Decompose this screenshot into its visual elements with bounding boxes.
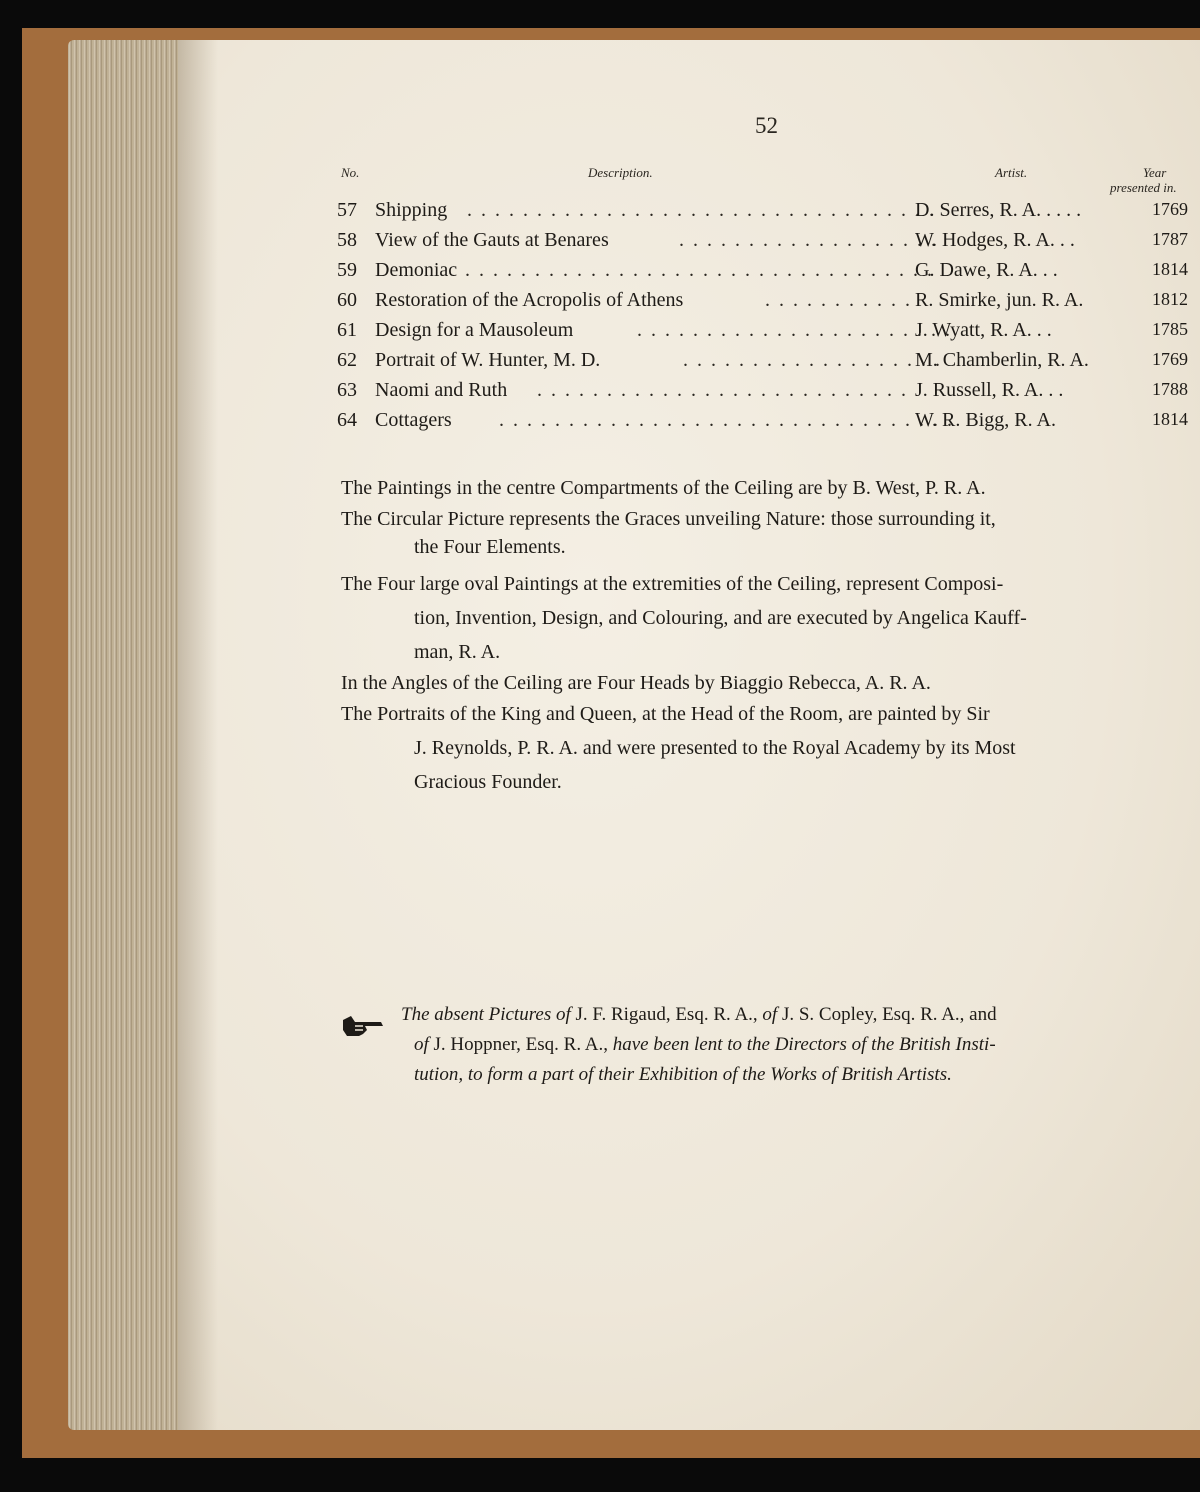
text-italic: tution, to form a part of their Exhibition of the Works of British Artists. xyxy=(414,1064,952,1085)
entry-description: View of the Gauts at Benares xyxy=(375,229,609,251)
page-number: 52 xyxy=(755,113,778,138)
text-line: The Four large oval Paintings at the extremities of the Ceiling, represent Composi- xyxy=(341,573,1004,595)
catalogue-entry xyxy=(337,229,1187,261)
leader-dots: . . . . . . . . . . . . . . . . . . . . . . . . . . . . . . . . . . xyxy=(467,199,936,221)
entry-year: 1785 xyxy=(1152,319,1188,339)
text-line: J. Reynolds, P. R. A. and were presented to the Royal Academy by its Most xyxy=(414,737,1016,759)
entry-description: Shipping xyxy=(375,199,448,221)
paragraph-ceiling-paintings xyxy=(341,471,1191,505)
catalogue-entry xyxy=(337,199,1187,231)
entry-description: Cottagers xyxy=(375,409,452,431)
leader-dots: . . . . . . . . . . . . . . . . . . . xyxy=(683,349,942,371)
text-roman: J. F. Rigaud, Esq. R. A., xyxy=(570,1004,763,1025)
entry-year: 1814 xyxy=(1152,259,1188,279)
entry-number: 64 xyxy=(337,409,357,431)
text-italic: of xyxy=(762,1004,778,1025)
entry-description: Demoniac xyxy=(375,259,458,281)
leader-dots: . . . . . . . . . . . . . . . . . . . xyxy=(679,229,938,251)
text-italic: have been lent to the Directors of the British Insti- xyxy=(612,1034,996,1055)
note-absent-pictures xyxy=(341,998,1191,1092)
entry-year: 1769 xyxy=(1152,349,1188,369)
paragraph-portraits xyxy=(341,697,1191,799)
entry-artist: J. Wyatt, R. A. . . xyxy=(915,319,1052,341)
page-gutter-shadow xyxy=(178,40,218,1430)
text-line xyxy=(341,1028,1191,1062)
catalogue-entry xyxy=(337,319,1187,351)
leader-dots: . . . . . . . . . . . . . . . . . . . . . . . xyxy=(637,319,952,341)
paragraph-angles xyxy=(341,666,1191,700)
text-line: In the Angles of the Ceiling are Four Heads by Biaggio Rebecca, A. R. A. xyxy=(341,672,931,694)
text-line xyxy=(341,998,1191,1032)
entry-artist: M. Chamberlin, R. A. xyxy=(915,349,1089,371)
text-italic: The absent Pictures of xyxy=(401,1004,571,1025)
header-year-presented: presented in. xyxy=(1110,180,1177,195)
entry-year: 1769 xyxy=(1152,199,1188,219)
entry-number: 60 xyxy=(337,289,357,311)
catalogue-entry xyxy=(337,259,1187,291)
leader-dots: . . . . . . . . . . . . . . . . . . . . . . . . . . . . . . . . . xyxy=(499,409,954,431)
leader-dots: . . . . . . . . . . . xyxy=(765,289,912,311)
entry-artist: R. Smirke, jun. R. A. xyxy=(915,289,1084,311)
text-line: Gracious Founder. xyxy=(414,771,562,793)
entry-description: Portrait of W. Hunter, M. D. xyxy=(375,349,601,371)
entry-number: 63 xyxy=(337,379,357,401)
entry-year: 1787 xyxy=(1152,229,1188,249)
text-italic: of xyxy=(414,1034,429,1055)
paragraph-oval-paintings xyxy=(341,567,1191,669)
entry-artist: W. R. Bigg, R. A. xyxy=(915,409,1056,431)
header-no: No. xyxy=(341,165,360,180)
entry-year: 1814 xyxy=(1152,409,1188,429)
text-line: The Circular Picture represents the Graces unveiling Nature: those surrounding it, xyxy=(341,508,996,530)
entry-year: 1812 xyxy=(1152,289,1188,309)
header-year: Year xyxy=(1143,165,1167,180)
entry-artist: W. Hodges, R. A. . . xyxy=(915,229,1075,251)
entry-number: 58 xyxy=(337,229,357,251)
entry-number: 59 xyxy=(337,259,357,281)
header-description: Description. xyxy=(588,165,653,180)
entry-description: Design for a Mausoleum xyxy=(375,319,574,341)
entry-artist: G. Dawe, R. A. . . xyxy=(915,259,1058,281)
entry-description: Restoration of the Acropolis of Athens xyxy=(375,289,684,311)
entry-artist: D. Serres, R. A. . . . . xyxy=(915,199,1082,221)
text-line: tion, Invention, Design, and Colouring, and are executed by Angelica Kauff- xyxy=(414,607,1027,629)
entry-description: Naomi and Ruth xyxy=(375,379,508,401)
entry-number: 57 xyxy=(337,199,357,221)
catalogue-entry xyxy=(337,379,1187,411)
text-roman: J. Hoppner, Esq. R. A., xyxy=(428,1034,613,1055)
entry-number: 62 xyxy=(337,349,357,371)
entry-number: 61 xyxy=(337,319,357,341)
leader-dots: . . . . . . . . . . . . . . . . . . . . . . . . . . . xyxy=(537,379,908,401)
text-roman: J. S. Copley, Esq. R. A., and xyxy=(777,1004,997,1025)
text-line: the Four Elements. xyxy=(414,536,566,558)
paragraph-circular-picture xyxy=(341,502,1191,564)
catalogue-entry xyxy=(337,409,1187,441)
leader-dots: . . . . . . . . . . . . . . . . . . . . . . . . . . . . . . . . . . xyxy=(465,259,934,281)
text-line: The Paintings in the centre Compartments of the Ceiling are by B. West, P. R. A. xyxy=(341,477,986,499)
catalogue-entry xyxy=(337,289,1187,321)
page-edges xyxy=(68,40,186,1430)
text-line xyxy=(341,1058,1191,1092)
text-line: man, R. A. xyxy=(414,641,501,663)
entry-year: 1788 xyxy=(1152,379,1188,399)
text-line: The Portraits of the King and Queen, at the Head of the Room, are painted by Sir xyxy=(341,703,990,725)
catalogue-entry xyxy=(337,349,1187,381)
entry-artist: J. Russell, R. A. . . xyxy=(915,379,1064,401)
header-artist: Artist. xyxy=(995,165,1028,180)
